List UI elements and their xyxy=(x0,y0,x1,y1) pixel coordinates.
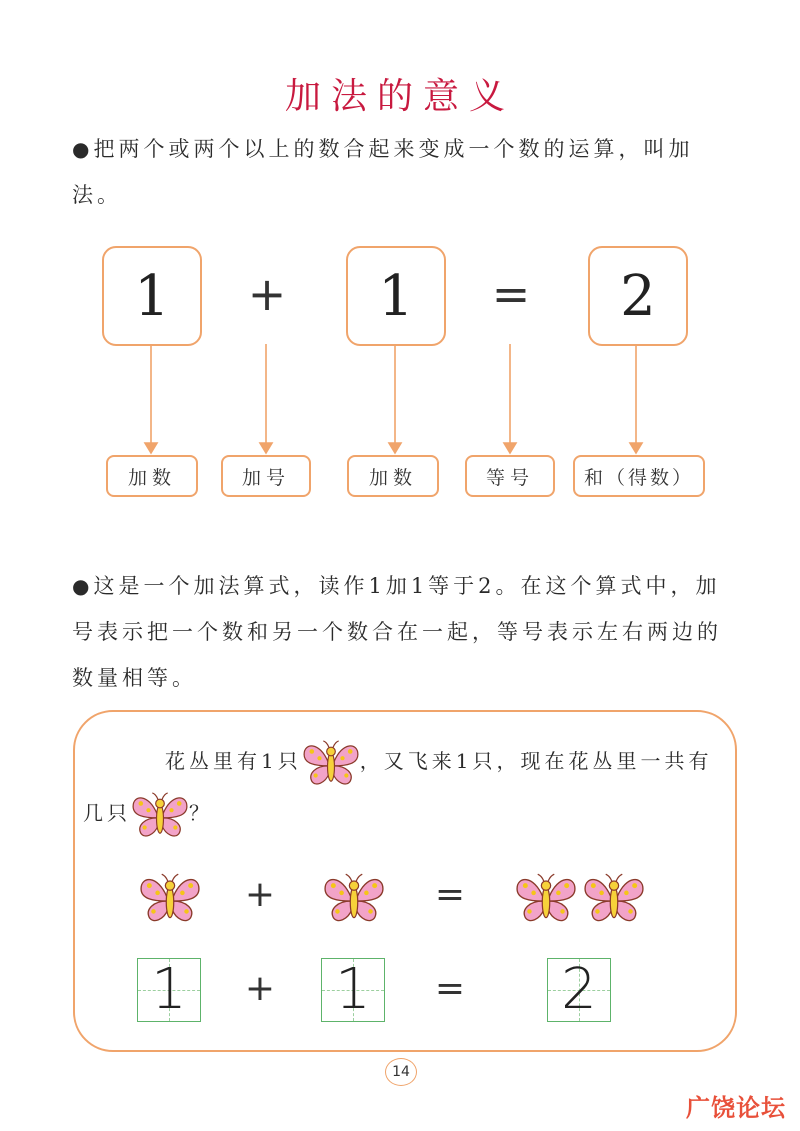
answer-grid-addend2[interactable] xyxy=(321,958,385,1022)
label-sum: 和（得数） xyxy=(573,455,705,497)
problem-text-2: ，又飞来1只，现在花丛里一共有 xyxy=(359,749,713,773)
picture-plus-sign: + xyxy=(244,874,276,915)
label-equal-sign: 等号 xyxy=(465,455,555,497)
definition-text: 把两个或两个以上的数合起来变成一个数的运算，叫加法。 xyxy=(72,137,694,207)
butterfly-icon xyxy=(302,739,360,787)
problem-text-3: 几只 xyxy=(83,801,131,825)
label-addend1: 加数 xyxy=(106,455,198,497)
page-number: 14 xyxy=(385,1058,417,1086)
butterfly-icon xyxy=(139,872,201,924)
number-plus-sign: + xyxy=(244,968,276,1009)
answer-grid-addend1[interactable] xyxy=(137,958,201,1022)
bullet-icon: ● xyxy=(72,574,94,598)
explanation-paragraph xyxy=(72,563,732,701)
problem-text-4: ？ xyxy=(189,801,213,825)
picture-equals-sign: = xyxy=(434,874,466,915)
butterfly-icon xyxy=(515,872,577,924)
sum-box: 2 xyxy=(588,246,688,346)
label-arrows xyxy=(0,0,800,460)
label-addend2: 加数 xyxy=(347,455,439,497)
addend1-box: 1 xyxy=(102,246,202,346)
plus-sign: + xyxy=(247,267,287,321)
label-plus-sign: 加号 xyxy=(221,455,311,497)
page-title: 加法的意义 xyxy=(284,76,515,117)
problem-text-1: 花丛里有1只 xyxy=(165,749,302,773)
butterfly-icon xyxy=(583,872,645,924)
answer-digit: 2 xyxy=(561,957,597,1022)
problem-line2 xyxy=(83,784,673,842)
answer-digit: 1 xyxy=(151,957,187,1022)
answer-digit: 1 xyxy=(335,957,371,1022)
watermark-logo: 广饶论坛 xyxy=(686,1094,786,1122)
butterfly-icon xyxy=(131,791,189,839)
butterfly-icon xyxy=(323,872,385,924)
bullet-icon: ● xyxy=(72,137,94,161)
equals-sign: = xyxy=(491,267,531,321)
addend2-box: 1 xyxy=(346,246,446,346)
answer-grid-sum[interactable] xyxy=(547,958,611,1022)
number-equals-sign: = xyxy=(434,968,466,1009)
word-problem-box xyxy=(73,710,737,1052)
problem-line1 xyxy=(123,732,713,790)
explanation-text: 这是一个加法算式，读作1加1等于2。在这个算式中，加号表示把一个数和另一个数合在一起，等号表示左右两边的数量相等。 xyxy=(72,574,722,690)
